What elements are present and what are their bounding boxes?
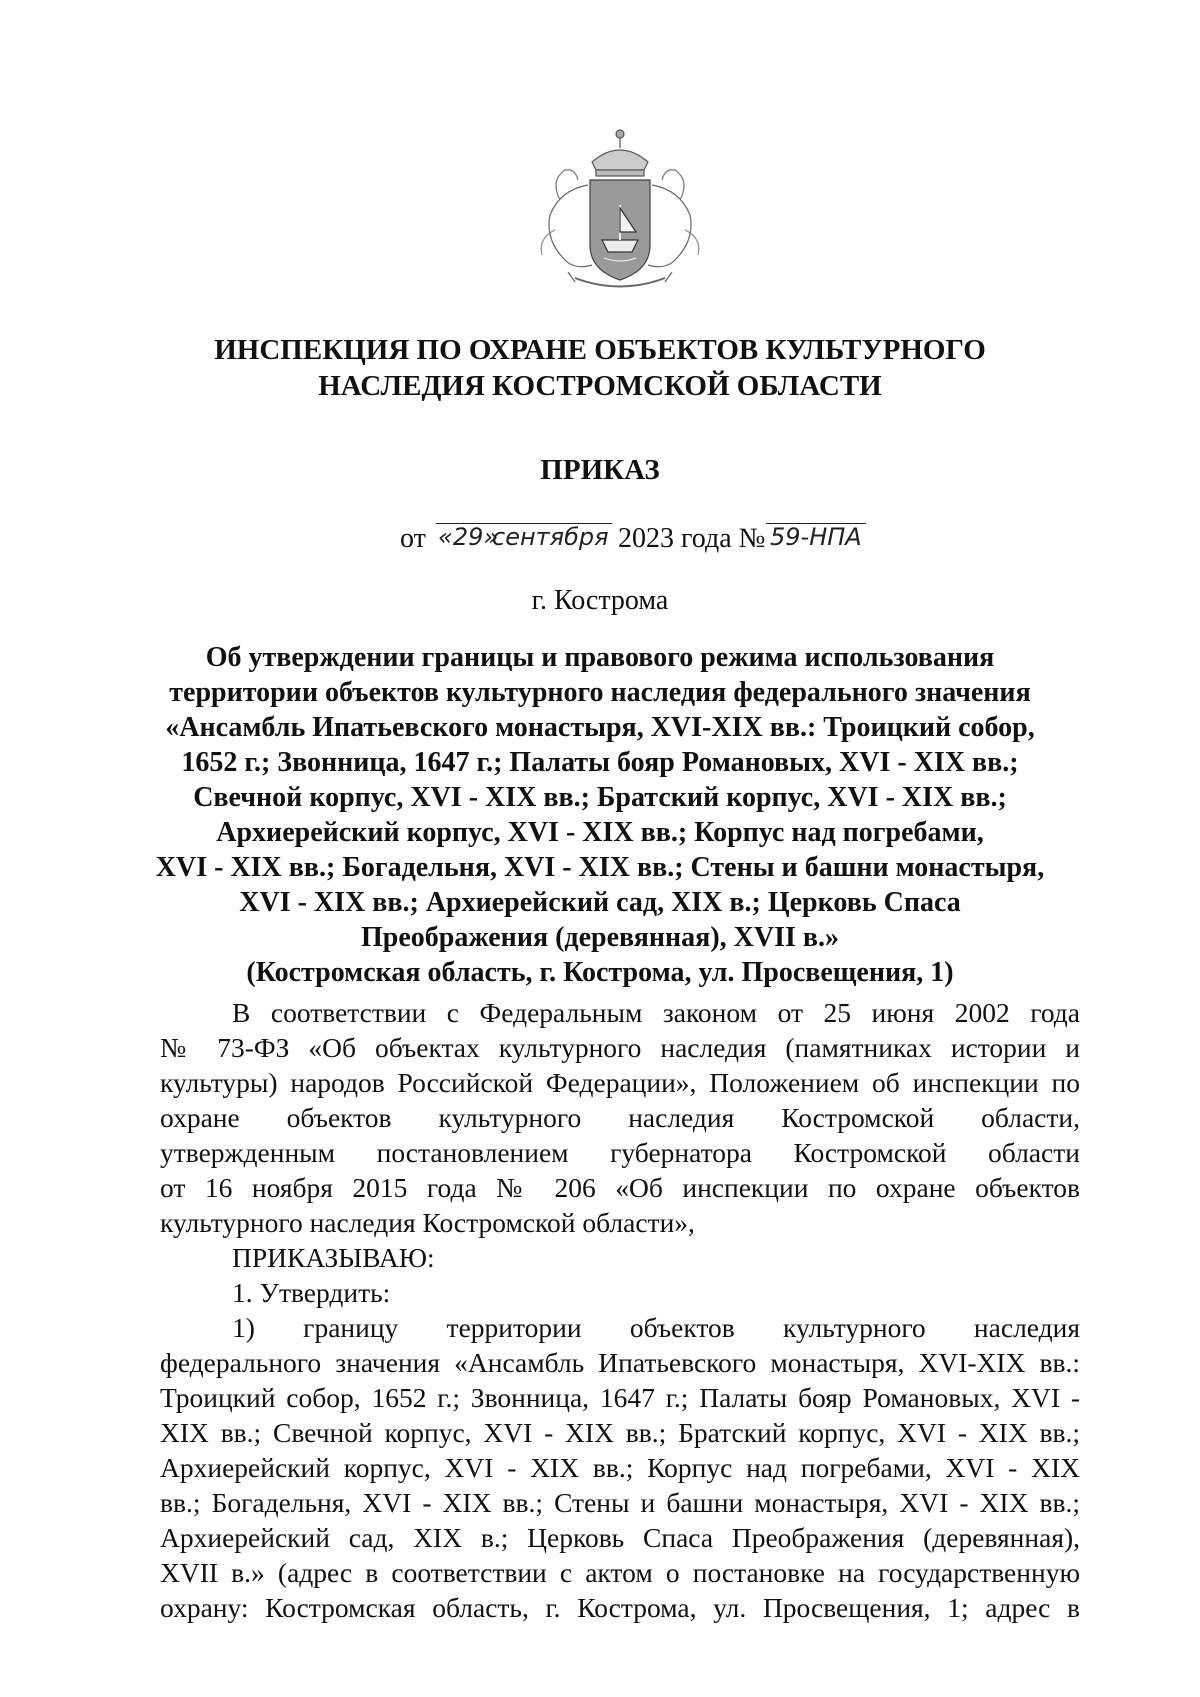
document-body <box>160 995 1080 1625</box>
title-line: XVI - XIX вв.; Богадельня, XVI - XIX вв.; Стены и башни монастыря, <box>155 852 1045 883</box>
preamble-line: В соответствии с Федеральным законом от 25 июня 2002 года <box>232 997 1080 1028</box>
preamble-line: № 73-ФЗ «Об объектах культурного наследия (памятниках истории и <box>160 1032 1080 1063</box>
title-line: «Ансамбль Ипатьевского монастыря, XVI-XIX вв.: Троицкий собор, <box>165 712 1035 743</box>
title-line: (Костромская область, г. Кострома, ул. Просвещения, 1) <box>246 957 954 988</box>
preamble-line: от 16 ноября 2015 года № 206 «Об инспекции по охране объектов <box>160 1172 1080 1203</box>
date-number-line <box>400 515 900 559</box>
subitem-line: XIX вв.; Свечной корпус, XVI - XIX вв.; Братский корпус, XVI - XIX вв.; <box>160 1417 1080 1448</box>
item-1: 1. Утвердить: <box>232 1277 391 1308</box>
date-underline <box>436 523 612 524</box>
title-line: XVI - XIX вв.; Архиерейский сад, XIX в.; Церковь Спаса <box>239 887 961 918</box>
order-number: 59-НПА <box>770 523 862 551</box>
number-underline <box>766 523 866 524</box>
subitem-line: 1) границу территории объектов культурного наследия <box>232 1312 1080 1343</box>
organization-name-line-1: ИНСПЕКЦИЯ ПО ОХРАНЕ ОБЪЕКТОВ КУЛЬТУРНОГО <box>214 334 986 366</box>
date-prefix: от <box>400 523 426 554</box>
subitem-line: вв.; Богадельня, XVI - XIX вв.; Стены и башни монастыря, XVI - XIX вв.; <box>160 1487 1080 1518</box>
organization-name <box>0 332 1200 404</box>
preamble-line: культурного наследия Костромской области», <box>160 1207 695 1238</box>
date-day: «29» <box>438 523 499 551</box>
city: г. Кострома <box>531 585 669 616</box>
document-title <box>130 640 1070 990</box>
title-line: территории объектов культурного наследия федерального значения <box>169 677 1031 708</box>
preamble-line: утвержденным постановлением губернатора Костромской области <box>160 1137 1080 1168</box>
title-line: Преображения (деревянная), XVII в.» <box>360 922 840 953</box>
title-line: Об утверждении границы и правового режима использования <box>205 642 995 673</box>
preamble-line: охране объектов культурного наследия Костромской области, <box>160 1102 1080 1133</box>
organization-name-line-2: НАСЛЕДИЯ КОСТРОМСКОЙ ОБЛАСТИ <box>318 370 882 402</box>
order-word: ПРИКАЗЫВАЮ: <box>232 1242 435 1273</box>
subitem-line: Троицкий собор, 1652 г.; Звонница, 1647 г.; Палаты бояр Романовых, XVI - <box>160 1382 1080 1413</box>
subitem-line: XVII в.» (адрес в соответствии с актом о постановке на государственную <box>160 1557 1080 1588</box>
kostroma-coat-of-arms-icon <box>520 120 720 295</box>
preamble-line: культуры) народов Российской Федерации», Положением об инспекции по <box>160 1067 1080 1098</box>
date-month: сентября <box>492 523 609 551</box>
subitem-line: охрану: Костромская область, г. Кострома, ул. Просвещения, 1; адрес в <box>160 1592 1080 1623</box>
date-year: 2023 года № <box>618 523 766 554</box>
title-line: 1652 г.; Звонница, 1647 г.; Палаты бояр Романовых, XVI - XIX вв.; <box>181 747 1019 778</box>
subitem-line: Архиерейский корпус, XVI - XIX вв.; Корпус над погребами, XVI - XIX <box>160 1452 1080 1483</box>
title-line: Свечной корпус, XVI - XIX вв.; Братский корпус, XVI - XIX вв.; <box>193 782 1007 813</box>
subitem-line: федерального значения «Ансамбль Ипатьевского монастыря, XVI-XIX вв.: <box>160 1347 1080 1378</box>
title-line: Архиерейский корпус, XVI - XIX вв.; Корпус над погребами, <box>216 817 984 848</box>
subitem-line: Архиерейский сад, XIX в.; Церковь Спаса Преображения (деревянная), <box>160 1522 1080 1553</box>
document-type: ПРИКАЗ <box>540 454 660 486</box>
